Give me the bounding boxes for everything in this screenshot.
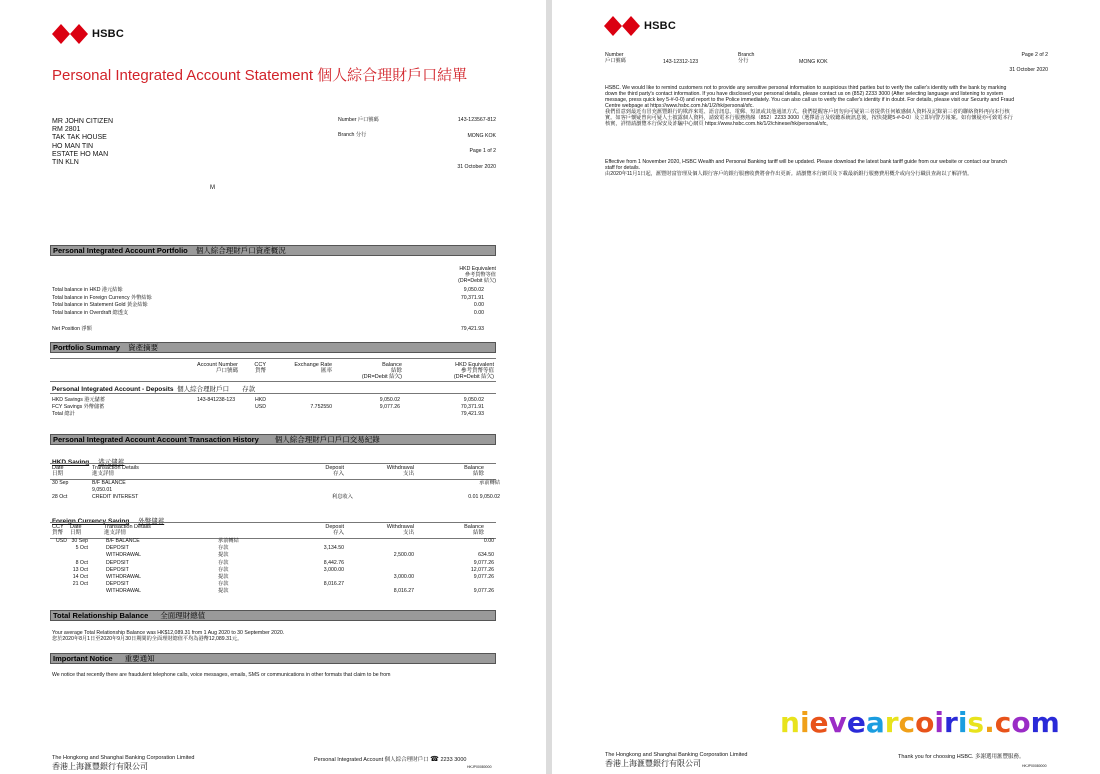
header-details: 進支詳情 — [104, 530, 127, 536]
watermark-letter: m — [1030, 706, 1060, 739]
transaction-details: CREDIT INTEREST — [92, 494, 139, 500]
p2-footer-bank-zh: 香港上海滙豐銀行有限公司 — [605, 759, 701, 768]
header-ccy: 貨幣 — [254, 368, 266, 374]
bank-name: HSBC — [644, 20, 676, 32]
transaction-date: 21 Oct — [72, 581, 88, 588]
hkd-transaction-rows — [52, 480, 502, 506]
p2-footer-bank-en: The Hongkong and Shanghai Banking Corporation Limited — [605, 752, 748, 758]
col-exchange-rate — [276, 362, 332, 374]
relationship-title: Total Relationship Balance — [53, 611, 149, 620]
footer-product-name: Personal Integrated Account 個人綜合理財戶口 — [314, 757, 429, 763]
watermark-letter: v — [828, 706, 847, 739]
summary-row-hkd: 9,050.02 — [463, 397, 484, 403]
col-deposit — [280, 465, 344, 477]
transaction-deposit: 8,016.27 — [323, 581, 344, 588]
notice-section-header — [50, 653, 496, 664]
col-date — [70, 524, 82, 536]
header-hkd-equivalent: HKD Equivalent — [455, 362, 494, 368]
col-balance — [346, 362, 402, 380]
p2-branch-label-en: Branch — [738, 52, 755, 58]
relationship-text-zh: 您於2020年8月1日至2020年9月30日期間的全面理財總值平均為港幣12,089.31元。 — [52, 636, 243, 642]
fcy-saving-label: Foreign Currency Saving — [52, 518, 130, 525]
hsbc-logo — [604, 16, 676, 36]
header-details: 進支詳情 — [92, 471, 115, 477]
history-title-zh: 個人綜合理財戶口戶口交易紀錄 — [274, 435, 380, 444]
p2-account-number: 143-12312-123 — [663, 59, 699, 65]
header-deposit: Deposit — [325, 465, 344, 471]
col-date — [52, 465, 64, 477]
relationship-text-en: Your average Total Relationship Balance was HK$12,089.31 from 1 Aug 2020 to 30 September 2020. — [52, 630, 285, 636]
watermark-letter: s — [967, 706, 985, 739]
address-line: HO MAN TIN — [52, 142, 94, 150]
statement-date: 31 October 2020 — [457, 164, 496, 170]
summary-section-header — [50, 342, 496, 353]
watermark-letter: i — [934, 706, 944, 739]
header-date: Date — [70, 524, 82, 530]
transaction-details-zh: 存款 — [218, 581, 229, 588]
transaction-balance: 12,077.26 — [470, 566, 494, 573]
fcy-transaction-rows — [52, 538, 498, 602]
tariff-notice-en: Effective from 1 November 2020, HSBC Wealth and Personal Banking tariff will be updated. Please download the latest bank tariff guide from our website or contact our branch staff for details. — [605, 159, 1008, 171]
summary-total-label: Total 總計 — [52, 411, 75, 417]
divider — [50, 393, 496, 394]
address-line: MR JOHN CITIZEN — [52, 118, 114, 125]
summary-row-ccy: USD — [255, 404, 266, 410]
notice-title-zh: 重要通知 — [124, 654, 155, 663]
col-ccy — [52, 524, 64, 536]
watermark-letter: i — [957, 706, 968, 739]
watermark-letter: i — [799, 706, 810, 739]
hkd-saving-label: HKD Saving — [52, 459, 90, 466]
summary-total-value: 79,421.93 — [460, 411, 484, 417]
header-deposit: Deposit — [325, 524, 344, 530]
footer-bank-zh: 香港上海滙豐銀行有限公司 — [52, 762, 148, 771]
address-line: ESTATE HO MAN — [52, 150, 109, 158]
transaction-details-zh: 承前轉結 — [218, 538, 239, 544]
transaction-details: WITHDRAWAL — [106, 588, 142, 595]
portfolio-col-header — [400, 266, 496, 284]
fcy-saving-label-zh: 外幣儲蓄 — [138, 518, 165, 525]
hkd-equivalent-header: (DR=Debit 結欠) — [458, 278, 496, 284]
summary-row-rate: 7.752550 — [310, 404, 332, 410]
footer-bank-en: The Hongkong and Shanghai Banking Corporation Limited — [52, 755, 195, 761]
portfolio-row-label: Total balance in Foreign Currency 外幣結餘 — [52, 294, 152, 301]
net-position-value: 79,421.93 — [460, 326, 484, 332]
hkd-equivalent-header: HKD Equivalent — [459, 266, 496, 272]
address-line: RM 2801 — [52, 126, 81, 134]
header-balance: Balance — [464, 524, 484, 530]
col-balance — [420, 524, 484, 536]
history-section-header — [50, 434, 496, 445]
watermark-letter: e — [846, 706, 866, 739]
transaction-details-zh: 提款 — [218, 552, 229, 559]
footer-code: HKJP00080000 — [467, 765, 492, 769]
fcy-history-header — [50, 522, 496, 539]
header-exchange-rate: Exchange Rate — [294, 362, 332, 368]
header-withdrawal: 支出 — [402, 530, 414, 536]
header-ccy: 貨幣 — [52, 530, 64, 536]
watermark-letter: a — [865, 706, 885, 739]
col-withdrawal — [350, 524, 414, 536]
telephone-icon: ☎ — [430, 756, 439, 763]
transaction-details: B/F BALANCE — [92, 480, 126, 486]
watermark-text — [780, 706, 1060, 739]
watermark-letter: c — [898, 706, 916, 739]
transaction-date: 28 Oct — [52, 494, 68, 500]
summary-row-balance: 9,050.02 — [379, 397, 400, 403]
header-balance: 結餘 — [390, 368, 402, 374]
transaction-withdrawal: 3,000.00 — [393, 574, 414, 580]
watermark-letter: r — [884, 706, 899, 739]
p2-statement-date: 31 October 2020 — [1009, 67, 1048, 73]
summary-row-ccy: HKD — [255, 397, 266, 403]
header-balance: 結餘 — [472, 530, 484, 536]
p2-branch-label-zh: 分行 — [738, 58, 749, 64]
p2-footer-code: HKJP00080000 — [1022, 764, 1047, 768]
deposits-title: Personal Integrated Account - Deposits — [52, 386, 174, 393]
number-label: Number 戶口號碼 — [338, 117, 379, 123]
account-number: 143-123567-812 — [457, 117, 496, 123]
summary-row-label: FCY Savings 外幣儲蓄 — [52, 404, 105, 410]
security-notice — [605, 85, 1015, 127]
relationship-section-header — [50, 610, 496, 621]
page-indicator: Page 1 of 2 — [469, 148, 496, 154]
p2-number-label-en: Number — [605, 52, 624, 58]
p2-footer-thanks: Thank you for choosing HSBC. 多謝選用滙豐服務。 — [898, 754, 1025, 760]
header-hkd-equivalent: 參考貨幣等值 — [460, 368, 494, 374]
p2-number-label — [605, 52, 626, 64]
footer-phone: 2233 3000 — [440, 757, 467, 763]
watermark-letter: o — [1011, 706, 1031, 739]
portfolio-row-value: 70,371.91 — [460, 294, 484, 301]
summary-title: Portfolio Summary — [53, 343, 121, 352]
header-balance: (DR=Debit 結欠) — [361, 374, 402, 380]
header-ccy: CCY — [52, 524, 64, 530]
hkd-history-header — [50, 463, 496, 480]
hkd-saving-label-zh: 港元儲蓄 — [98, 459, 125, 466]
header-balance: Balance — [382, 362, 402, 368]
transaction-details-zh: 提款 — [218, 588, 229, 595]
transaction-details-zh: 提款 — [218, 574, 229, 580]
summary-table-header — [50, 358, 496, 382]
transaction-date: 30 Sep — [71, 538, 88, 544]
hkd-equivalent-header: 參考貨幣等值 — [464, 272, 496, 278]
transaction-details: WITHDRAWAL — [106, 574, 142, 580]
watermark-letter: c — [994, 706, 1012, 739]
header-date: Date — [52, 465, 64, 471]
bank-name: HSBC — [92, 28, 124, 40]
address-line: TIN KLN — [52, 159, 79, 167]
transaction-withdrawal: 2,500.00 — [393, 552, 414, 559]
header-details: Transaction Details — [92, 465, 139, 471]
footer-product — [314, 755, 466, 763]
portfolio-row-label: Total balance in Statement Gold 黃金結餘 — [52, 302, 148, 308]
header-date: 日期 — [52, 471, 64, 477]
col-details — [104, 524, 151, 536]
header-withdrawal: Withdrawal — [386, 465, 414, 471]
summary-row-account: 143-841238-123 — [197, 397, 236, 403]
deposits-title-zh: 個人綜合理財戶口 存款 — [177, 386, 256, 393]
hsbc-logo — [52, 24, 124, 44]
security-notice-zh: 我們留意到最近有冒充滙豐銀行的欺詐來電、語音訊息、電郵、短訊或其他通訊方式。我們提醒客戶切勿向可疑第三者提供任何敏感個人資料及記錄第三者的聯絡資料再向本行核實。如客戶懷疑曾向可疑人士披露個人資料，請致電本行服務熱線（852）2233 3000（選擇語言及收聽系統訊息後，按快捷鍵5-#-0-0）及立即向警方報案。如有懷疑亦可致電本行核實，詳情請瀏覽本行保安及詐騙中心網頁 https://www.hsbc.com.hk/1/2/chinese/hk/personal/sfc。 — [605, 109, 1013, 127]
tariff-notice — [605, 159, 1015, 177]
transaction-ccy: USD — [56, 538, 67, 544]
transaction-details-zh: 利息收入 — [332, 494, 353, 500]
transaction-balance: 9,077.26 — [473, 588, 494, 595]
transaction-balance: 0.00 — [483, 538, 494, 544]
transaction-balance: 634.50 — [478, 552, 494, 559]
transaction-balance: 0.01 9,050.02 — [468, 494, 500, 500]
summary-row-hkd: 70,371.91 — [460, 404, 484, 410]
header-date: 日期 — [70, 530, 82, 536]
col-account-number — [190, 362, 238, 374]
transaction-date: 13 Oct — [72, 566, 88, 573]
p2-branch-label — [738, 52, 754, 64]
hsbc-hexagon-icon — [52, 24, 88, 44]
header-details: Transaction Details — [104, 524, 151, 530]
watermark-letter: r — [944, 706, 958, 739]
transaction-details: WITHDRAWAL — [106, 552, 142, 559]
header-balance: 結餘 — [472, 471, 484, 477]
address-line: TAK TAK HOUSE — [52, 134, 107, 142]
transaction-date: 8 Oct — [75, 559, 88, 566]
watermark-letter: n — [780, 706, 800, 739]
statement-title: Personal Integrated Account Statement 個人綜合理財戶口結單 — [52, 67, 468, 84]
header-deposit: 存入 — [332, 471, 344, 477]
header-balance: Balance — [464, 465, 484, 471]
p2-branch-name: MONG KOK — [799, 59, 828, 65]
transaction-deposit: 3,000.00 — [323, 566, 344, 573]
col-details — [92, 465, 139, 477]
notice-title: Important Notice — [53, 654, 113, 663]
header-account-number: 戶口號碼 — [215, 368, 238, 374]
transaction-date: 30 Sep — [52, 480, 69, 486]
branch-label: Branch 分行 — [338, 132, 367, 138]
header-ccy: CCY — [254, 362, 266, 368]
summary-row-balance: 9,077.26 — [379, 404, 400, 410]
statement-page-2 — [552, 0, 1100, 774]
transaction-details: DEPOSIT — [106, 559, 129, 566]
customer-address — [52, 118, 113, 167]
summary-row-label: HKD Savings 港元儲蓄 — [52, 397, 106, 403]
transaction-details-zh: 存款 — [218, 559, 229, 566]
transaction-date: 5 Oct — [75, 545, 88, 552]
net-position-label: Net Position 淨額 — [52, 326, 92, 332]
notice-text: We notice that recently there are fraudulent telephone calls, voice messages, emails, SMS or communications in other formats that claim to be from — [52, 672, 391, 678]
watermark-letter: . — [984, 706, 995, 739]
header-hkd-equivalent: (DR=Debit 結欠) — [453, 374, 494, 380]
transaction-balance: 9,077.26 — [473, 574, 494, 580]
transaction-withdrawal: 8,016.27 — [393, 588, 414, 595]
history-title: Personal Integrated Account Account Transaction History — [53, 435, 259, 444]
transaction-details: DEPOSIT — [106, 581, 129, 588]
transaction-details: B/F BALANCE — [106, 538, 140, 544]
header-account-number: Account Number — [197, 362, 238, 368]
security-notice-en: HSBC. We would like to remind customers not to provide any sensitive personal information to suspicious third parties but to verify the caller's identity with the bank by marking down the third party's contact information. If you have disclosed your personal details, please contact us on (852) 2233 3000 (After selecting language and listening to system message, press quick key 5-#-0-0) and report to the Police immediately. You can also call us to verify the caller's identity if in doubt. For details, please visit our Security and Fraud Centre webpage at https://www.hsbc.com.hk/1/2/hk/personal/sfc. — [605, 85, 1015, 109]
summary-rows — [52, 397, 496, 421]
portfolio-row-value: 9,050.02 — [463, 287, 484, 293]
mailing-mark: M — [210, 185, 215, 191]
p2-page-indicator: Page 2 of 2 — [1021, 52, 1048, 58]
hsbc-hexagon-icon — [604, 16, 640, 36]
watermark-letter: e — [809, 706, 829, 739]
header-exchange-rate: 匯率 — [320, 368, 332, 374]
col-deposit — [280, 524, 344, 536]
transaction-deposit: 3,134.50 — [323, 545, 344, 552]
branch-name: MONG KOK — [467, 133, 496, 139]
col-withdrawal — [350, 465, 414, 477]
col-ccy — [246, 362, 266, 374]
header-deposit: 存入 — [332, 530, 344, 536]
header-withdrawal: Withdrawal — [386, 524, 414, 530]
summary-title-zh: 資產摘要 — [128, 343, 159, 352]
header-withdrawal: 支出 — [402, 471, 414, 477]
col-hkd-equivalent — [430, 362, 494, 380]
p2-number-label-zh: 戶口號碼 — [605, 58, 626, 64]
transaction-balance: 9,077.26 — [473, 559, 494, 566]
transaction-date: 14 Oct — [72, 574, 88, 580]
transaction-details: DEPOSIT — [106, 566, 129, 573]
portfolio-title: Personal Integrated Account Portfolio — [53, 246, 188, 255]
portfolio-row-value: 0.00 — [473, 302, 484, 308]
portfolio-row-value: 0.00 — [473, 309, 484, 316]
transaction-balance: 承前轉結 — [479, 480, 500, 486]
tariff-notice-zh: 由2020年11月1日起，滙豐財富管理及個人銀行客戶的銀行服務收費將會作出更新。請瀏覽本行網頁及下載最新銀行服務費用概介或向分行職員查詢以了解詳情。 — [605, 171, 973, 177]
portfolio-title-zh: 個人綜合理財戶口資產概況 — [195, 246, 286, 255]
transaction-details: DEPOSIT — [106, 545, 129, 552]
portfolio-section-header — [50, 245, 496, 256]
col-balance — [420, 465, 484, 477]
transaction-details: 9,050.01 — [92, 487, 113, 493]
portfolio-row-label: Total balance in Overdraft 總透支 — [52, 309, 129, 316]
deposits-section-title — [52, 384, 255, 393]
transaction-details-zh: 存款 — [218, 566, 229, 573]
watermark-letter: o — [915, 706, 935, 739]
portfolio-row-label: Total balance in HKD 港元結餘 — [52, 287, 123, 293]
relationship-title-zh: 全面理財總值 — [160, 611, 206, 620]
transaction-deposit: 8,442.76 — [323, 559, 344, 566]
statement-page-1 — [0, 0, 546, 774]
transaction-details-zh: 存款 — [218, 545, 229, 552]
